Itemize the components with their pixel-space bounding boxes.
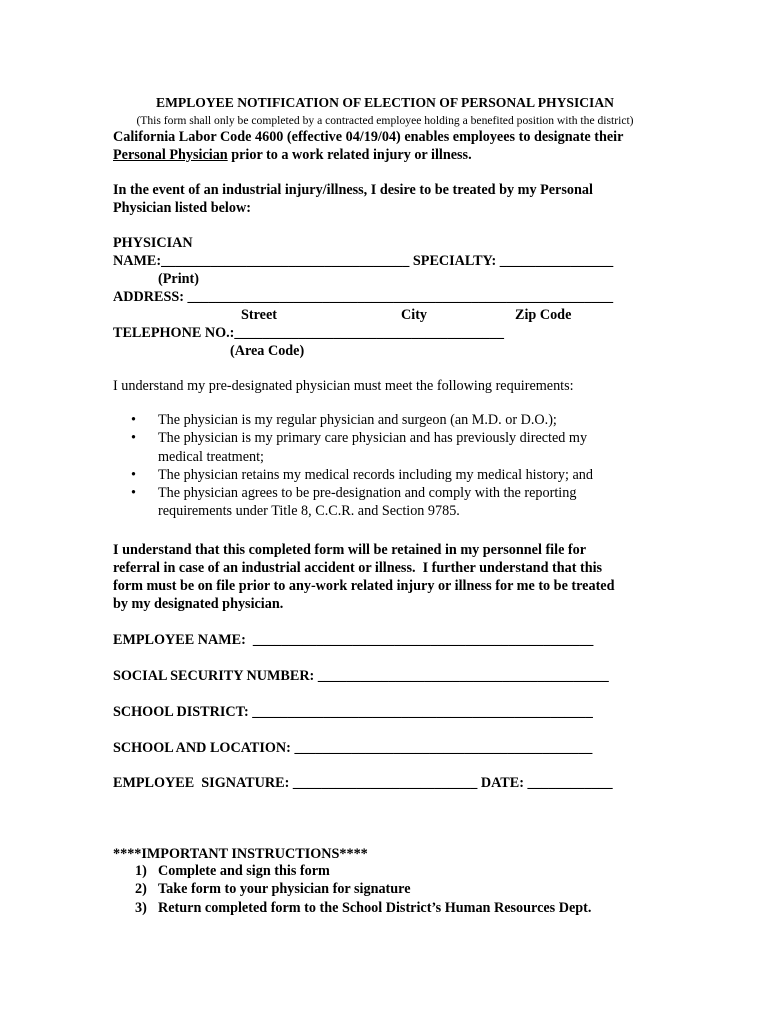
print-hint: (Print) <box>158 271 199 287</box>
desire-line-2: Physician listed below: <box>113 200 251 216</box>
physician-address-field[interactable]: ADDRESS: ____________________________________________________________ <box>113 289 614 305</box>
bullet-icon: • <box>131 485 136 502</box>
zip-caption: Zip Code <box>515 307 572 323</box>
list-item: • The physician is my primary care physician and has previously directed my medical treatment; <box>131 430 588 465</box>
city-caption: City <box>401 307 428 323</box>
retention-line-3: form must be on file prior to any-work related injury or illness for me to be treated <box>113 578 615 594</box>
instructions-list <box>113 862 591 917</box>
physician-label: PHYSICIAN <box>113 235 193 251</box>
desire-line-1: In the event of an industrial injury/illness, I desire to be treated by my Personal <box>113 182 593 198</box>
list-item: • The physician retains my medical records including my medical history; and <box>131 466 593 483</box>
retention-line-1: I understand that this completed form will be retained in my personnel file for <box>113 542 587 558</box>
school-location-field[interactable]: SCHOOL AND LOCATION: __________________________________________ <box>113 740 593 756</box>
bullet-icon: • <box>131 412 136 428</box>
list-item: 2) Take form to your physician for signature <box>135 881 411 898</box>
form-subtitle: (This form shall only be completed by a contracted employee holding a benefited position with the district) <box>136 114 634 127</box>
bullet-icon: • <box>131 466 136 483</box>
retention-line-2: referral in case of an industrial accident or illness. I further understand that this <box>113 560 603 576</box>
list-item: • The physician agrees to be pre-designation and comply with the reporting requirements under Title 8, C.C.R. and Section 9785. <box>131 485 577 520</box>
physician-name-specialty-field[interactable]: NAME:___________________________________ SPECIALTY: ________________ <box>113 253 614 269</box>
retention-line-4: by my designated physician. <box>113 596 284 612</box>
intro-line-2-rest: prior to a work related injury or illness. <box>227 147 472 163</box>
street-caption: Street <box>241 307 277 323</box>
requirements-list <box>113 411 633 521</box>
form-title: EMPLOYEE NOTIFICATION OF ELECTION OF PERSONAL PHYSICIAN <box>156 95 614 110</box>
employee-name-field[interactable]: EMPLOYEE NAME: ________________________________________________ <box>113 632 594 648</box>
area-code-caption: (Area Code) <box>230 343 305 359</box>
requirements-intro: I understand my pre-designated physician must meet the following requirements: <box>113 378 574 394</box>
employee-signature-date-field[interactable]: EMPLOYEE SIGNATURE: __________________________ DATE: ____________ <box>113 775 613 791</box>
ssn-field[interactable]: SOCIAL SECURITY NUMBER: _________________________________________ <box>113 668 609 684</box>
bullet-icon: • <box>131 430 136 447</box>
intro-line-1: California Labor Code 4600 (effective 04/19/04) enables employees to designate their <box>113 129 624 145</box>
list-item: 1) Complete and sign this form <box>135 863 330 879</box>
physician-telephone-field[interactable]: TELEPHONE NO.:______________________________________ <box>113 325 504 341</box>
personal-physician-term: Personal Physician <box>113 147 228 163</box>
school-district-field[interactable]: SCHOOL DISTRICT: ________________________________________________ <box>113 704 593 720</box>
list-item: • The physician is my regular physician and surgeon (an M.D. or D.O.); <box>131 412 557 428</box>
intro-line-2 <box>113 146 472 164</box>
instructions-heading: ****IMPORTANT INSTRUCTIONS**** <box>113 846 368 862</box>
list-item: 3) Return completed form to the School District’s Human Resources Dept. <box>135 899 592 916</box>
